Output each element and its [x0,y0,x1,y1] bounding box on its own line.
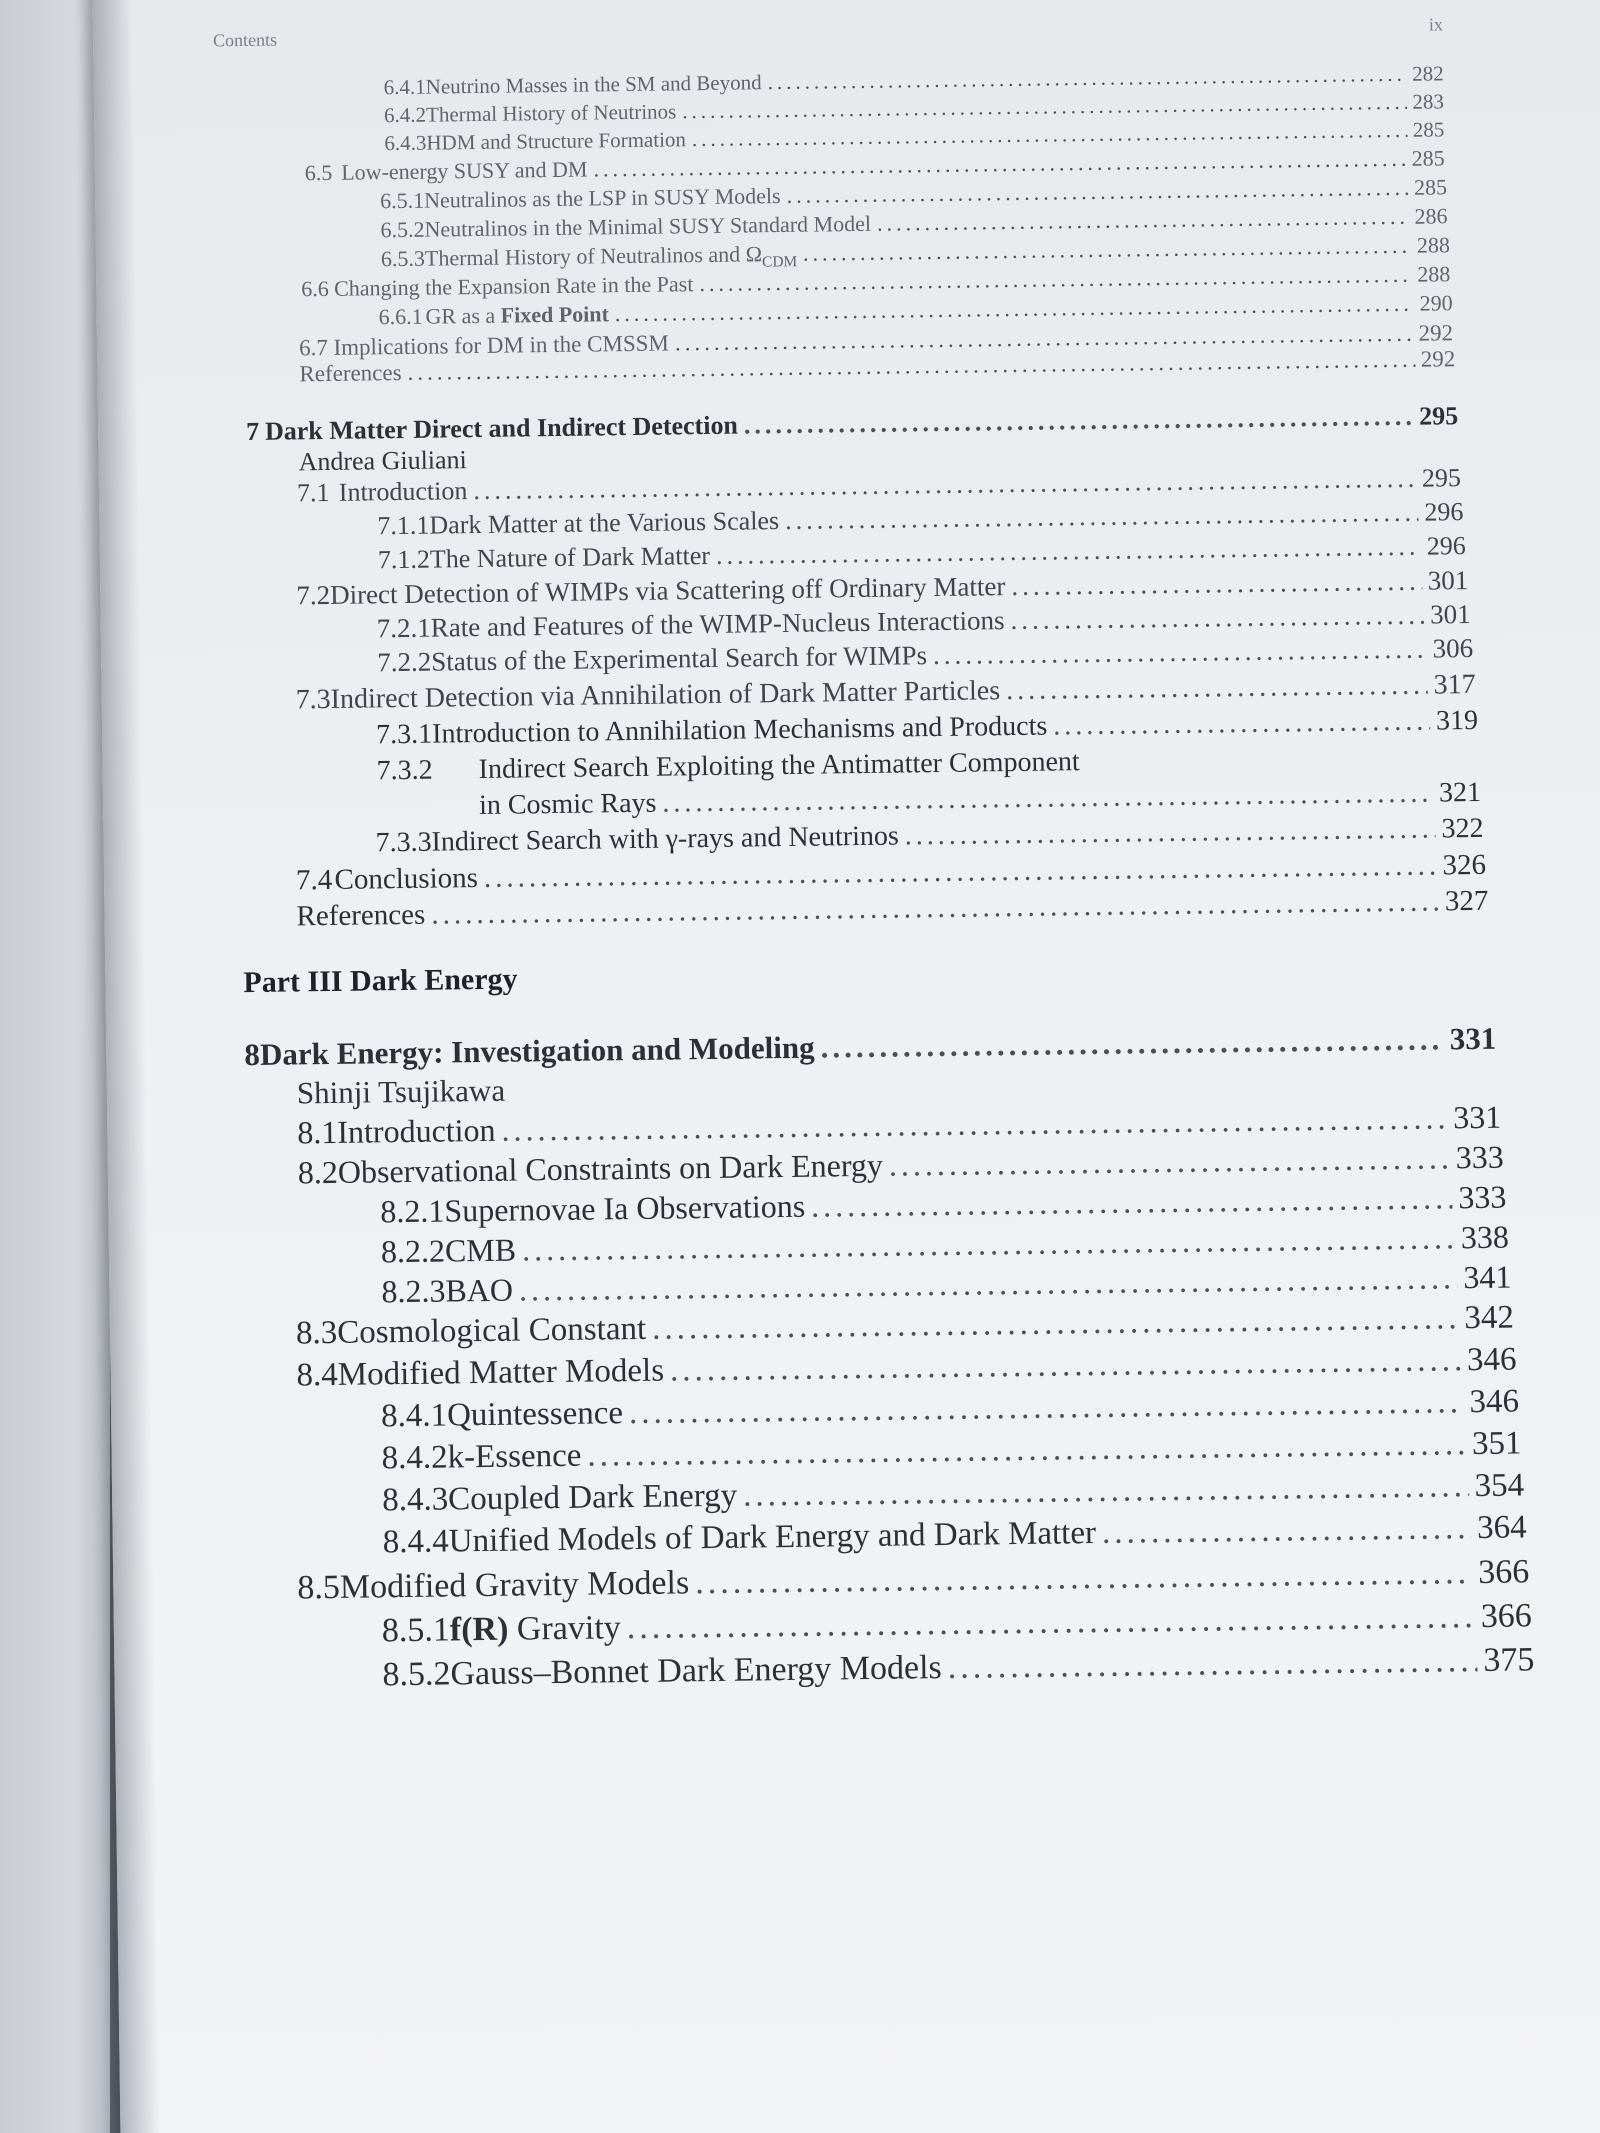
section-number: 7.3.3 [375,826,432,859]
leader-dots [1102,1510,1472,1551]
section-title [450,1609,621,1649]
title-text: References [299,359,402,387]
leader-dots [933,635,1427,671]
leader-dots [767,63,1406,94]
title-bold-part: Fixed Point [500,301,609,328]
title-text: Introduction to Annihilation Mechanisms and Products [431,710,1048,750]
section-number: 7.1 [296,477,330,508]
section-number: 8.5.2 [382,1655,451,1694]
section-number: 7.2.1 [376,612,431,644]
section-number: 8.2.1 [380,1192,445,1230]
page-number: 338 [1460,1218,1510,1256]
page-number: 295 [1421,463,1462,493]
page-number: 341 [1463,1258,1512,1296]
section-title [426,71,762,98]
toc-entry[interactable] [382,1641,1534,1693]
title-text: Thermal History of Neutralinos and Ω [424,241,763,271]
section-number: 6.4.2 [383,102,427,128]
title-text: Coupled Dark Energy [447,1477,738,1518]
section-title [432,712,1048,751]
leader-dots [877,205,1409,236]
leader-dots [811,1180,1453,1224]
running-head [213,14,1443,54]
leader-dots [615,292,1414,327]
leader-dots [1010,601,1424,636]
title-text: Changing the Expansion Rate in the Past [333,271,694,301]
section-title [333,330,669,360]
section-title [330,572,1006,611]
title-text: Indirect Search Exploiting the Antimatter Component [478,746,1080,786]
title-text: The Nature of Dark Matter [429,540,711,574]
title-text: Modified Gravity Models [339,1564,690,1606]
page-number: 296 [1424,497,1464,527]
title-text: Dark Matter at the Various Scales [429,506,780,540]
book-page [92,0,1600,2133]
section-number: 6.5.3 [380,245,426,272]
title-text: Neutralinos in the Minimal SUSY Standard Model [424,210,872,242]
title-text: Modified Matter Models [337,1352,665,1393]
leader-dots [1011,567,1422,602]
title-text: Gauss–Bonnet Dark Energy Models [450,1649,943,1693]
section-title [426,100,676,126]
leader-dots [695,1554,1473,1602]
section-title [260,1031,815,1072]
page-number: 292 [1420,346,1456,372]
section-title [334,863,478,897]
section-number: 7.3.1 [375,718,433,751]
page-number: 283 [1412,89,1445,114]
section-number: 8.4.4 [382,1523,449,1561]
section-number: 6.6 [301,275,329,302]
section-title [447,1438,581,1476]
section-title [296,900,425,934]
page-number: 319 [1435,704,1479,737]
section-title [337,1113,496,1150]
leader-dots [820,1022,1444,1064]
section-title [424,212,871,242]
title-text: Observational Constraints on Dark Energy [337,1146,884,1190]
section-title [448,1478,737,1518]
section-number: 7.2 [296,579,331,611]
leader-dots [1053,707,1430,743]
title-text: CMB [444,1231,517,1269]
title-text: Rate and Features of the WIMP-Nucleus Interactions [430,605,1005,643]
section-number: 7.3 [295,683,331,716]
page-number: 322 [1441,812,1484,845]
title-text: Indirect Search with γ-rays and Neutrinos [431,820,899,858]
section-title [431,606,1005,643]
section-number: 8.3 [295,1314,338,1352]
section-number: 6.5.2 [380,216,425,243]
section-number: 7 [245,416,260,447]
section-title [339,477,468,507]
section-title [431,641,927,677]
page-number: 295 [1418,401,1459,431]
section-number: 8.5.1 [381,1611,451,1650]
toc-entry[interactable] [376,747,1079,787]
page-number: 317 [1433,668,1476,701]
page-number: 321 [1438,776,1482,809]
title-text: Thermal History of Neutrinos [425,99,677,127]
page-number: 342 [1464,1299,1515,1337]
title-text: Unified Models of Dark Energy and Dark Matter [448,1514,1097,1560]
title-text: Neutralinos as the LSP in SUSY Models [424,183,781,213]
part-heading: Part III Dark Energy [243,962,518,1000]
leader-dots [522,1220,1455,1267]
title-text: HDM and Structure Formation [426,127,687,155]
section-title [430,542,710,574]
section-number: 8.4 [296,1356,339,1394]
page-number: 296 [1426,531,1466,561]
page-number: 292 [1418,320,1454,346]
title-text: Low-energy SUSY and DM [341,156,588,185]
leader-dots [501,1100,1447,1148]
section-number: 8.4.3 [381,1481,449,1519]
page-number: 375 [1483,1641,1535,1679]
section-number: 6.6.1 [378,303,423,330]
page-number: 331 [1453,1098,1502,1136]
section-number: 6.4.1 [383,74,426,100]
section-number: 7.2.2 [377,646,432,678]
leader-dots [652,1300,1459,1347]
title-text: Quintessence [446,1395,624,1434]
section-title [424,184,781,213]
title-text: Dark Matter Direct and Indirect Detection [264,410,739,446]
title-subscript: CDM [762,253,798,271]
section-title [478,747,1079,786]
section-title [444,1189,805,1229]
section-number: 6.5 [304,159,333,186]
page-number: 301 [1427,565,1469,596]
section-number: 6.4.3 [384,130,427,156]
leader-dots [785,499,1419,536]
title-text: Dark Energy: Investigation and Modeling [259,1029,815,1072]
chapter-author: Andrea Giuliani [298,445,467,477]
section-title [429,507,779,540]
title-text: Introduction [337,1111,496,1150]
title-text: Indirect Detection via Annihilation of Dark Matter Particles [330,675,1001,715]
page-number: 331 [1449,1020,1497,1057]
section-number: 7.4 [295,863,333,897]
title-text: References [296,898,426,933]
section-number: 8.4.2 [381,1439,448,1477]
page-number: 333 [1455,1138,1505,1176]
page-content [92,0,1600,2133]
leader-dots [473,465,1416,506]
section-number: 6.5.1 [380,187,425,214]
title-rest: Gravity [508,1609,622,1648]
title-text: BAO [445,1271,514,1309]
leader-dots [905,814,1436,852]
section-title [334,272,694,301]
section-title [338,1148,883,1190]
page-number: 333 [1458,1178,1507,1216]
section-number: 8.4.1 [380,1397,448,1435]
section-number: 8.5 [297,1568,341,1607]
leader-dots [786,176,1408,208]
section-title [425,302,609,329]
facing-page-edge [0,0,110,2133]
section-number: 8 [244,1036,261,1073]
page-number: 354 [1474,1467,1525,1505]
section-title [445,1233,517,1269]
page-number: 326 [1442,848,1487,882]
leader-dots [1006,671,1428,707]
section-title [447,1395,623,1434]
section-title [337,1311,646,1351]
toc-entry[interactable] [382,1597,1532,1649]
leader-dots [744,403,1414,440]
leader-dots [629,1384,1464,1431]
title-bold-part: f(R) [449,1610,509,1649]
section-title [340,1564,690,1606]
page-number: 285 [1411,145,1445,171]
section-title [450,1649,942,1693]
section-title [299,360,401,387]
leader-dots [716,533,1421,571]
section-number: 8.2 [297,1153,339,1191]
title-text: Supernovae Ia Observations [444,1187,806,1229]
title-text: in Cosmic Rays [478,787,657,822]
page-number: 286 [1414,203,1448,229]
page-number: 301 [1429,599,1471,630]
title-text: Implications for DM in the CMSSM [333,330,670,360]
page-number: 288 [1417,261,1451,287]
page-number: 366 [1480,1597,1533,1635]
section-number: 7.1.2 [377,544,431,575]
page-number: 285 [1413,174,1448,200]
title-text: Cosmological Constant [337,1310,647,1351]
section-title [479,789,657,822]
leader-dots [682,91,1407,124]
chapter-author: Shinji Tsujikawa [296,1072,506,1111]
section-title [445,1273,513,1309]
section-title [431,822,899,859]
page-number: 288 [1416,232,1451,258]
section-title [265,412,738,447]
title-text: Introduction [338,476,468,507]
page-number: 290 [1419,290,1453,316]
leader-dots [692,119,1407,151]
page-number: 366 [1477,1553,1530,1591]
section-title [341,158,588,185]
section-title [426,128,686,154]
section-number: 7.1.1 [377,510,430,541]
page-number: 346 [1469,1383,1520,1421]
section-number: 8.2.2 [380,1232,446,1270]
page-number: 285 [1412,117,1445,142]
leader-dots [889,1140,1450,1183]
page-number: 364 [1476,1509,1527,1547]
leader-dots [670,1342,1461,1389]
section-title [448,1515,1096,1560]
leader-dots [627,1598,1476,1646]
title-text: Neutrino Masses in the SM and Beyond [425,70,762,99]
section-title [338,1353,665,1394]
title-text: GR as a [425,302,501,329]
title-text: k-Essence [447,1437,582,1476]
section-number: 7.3.2 [376,754,433,787]
leader-dots [519,1260,1458,1307]
page-number: 327 [1444,884,1489,918]
toc-chapter-entry[interactable] [244,1022,1496,1072]
page-number: 306 [1432,632,1474,664]
title-text: Conclusions [334,862,479,896]
page-number: 346 [1466,1341,1517,1379]
leader-dots [587,1426,1466,1474]
page-number: 351 [1471,1425,1522,1463]
title-text: Status of the Experimental Search for WIMPs [431,640,928,677]
leader-dots [948,1642,1478,1686]
section-number: 8.2.3 [381,1272,446,1310]
section-title [331,676,1001,716]
running-head-right: ix [1428,14,1444,35]
leader-dots [662,779,1433,820]
toc-chapter-entry[interactable] [246,402,1458,446]
page-number: 282 [1411,61,1444,86]
toc-entry[interactable] [383,1509,1527,1560]
leader-dots [743,1468,1469,1514]
running-head-left: Contents [212,29,278,51]
leader-dots [803,234,1411,266]
title-text: Direct Detection of WIMPs via Scattering off Ordinary Matter [329,571,1006,610]
section-number: 8.1 [297,1113,338,1151]
section-number: 6.7 [298,334,329,361]
